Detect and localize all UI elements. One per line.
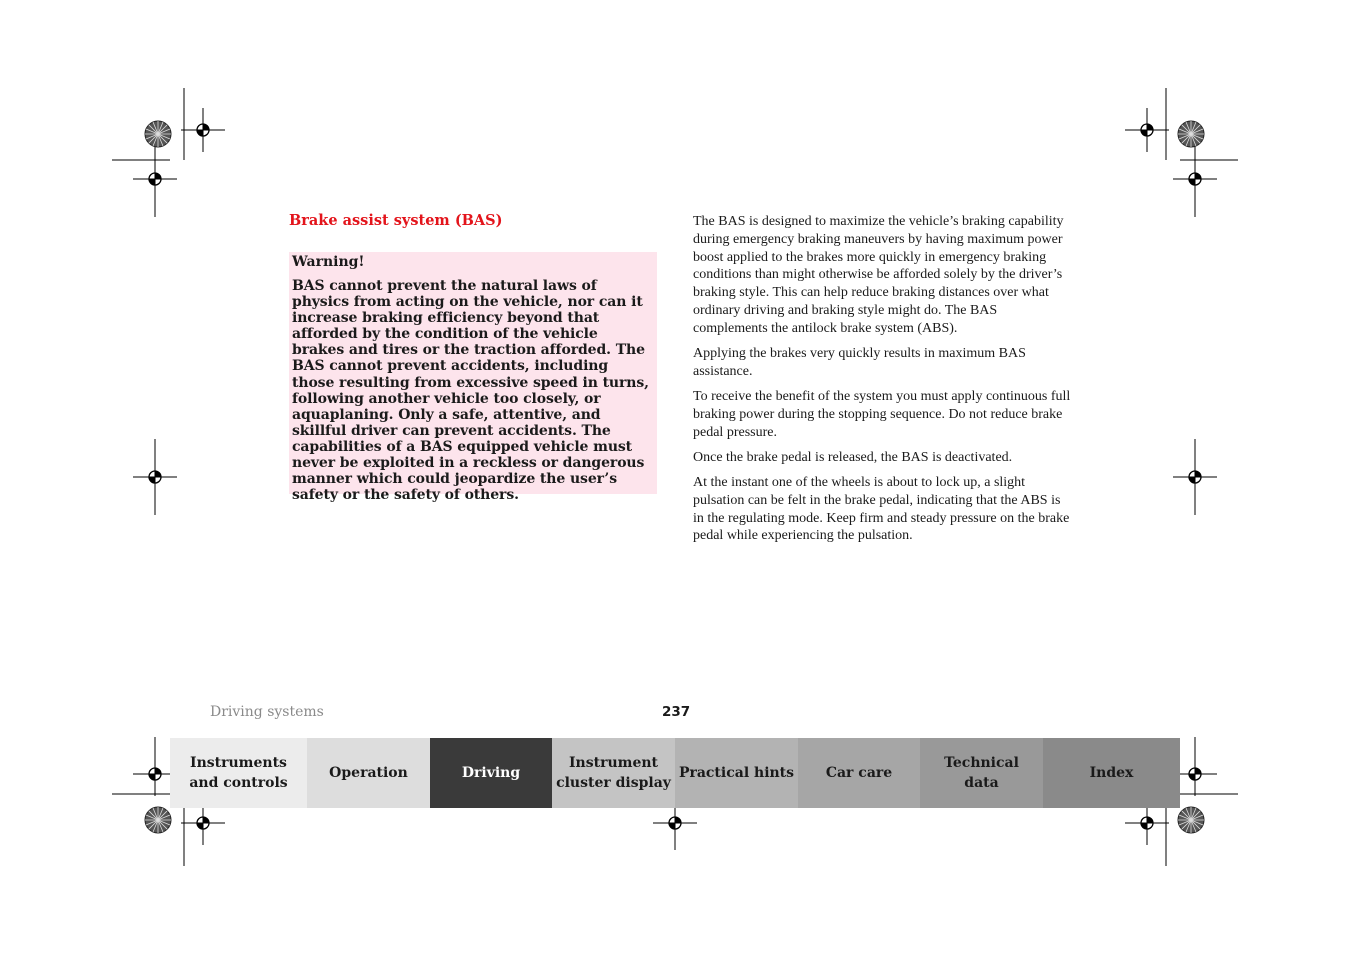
footer-section-name: Driving systems — [210, 704, 324, 720]
page-number: 237 — [662, 704, 691, 720]
tab-index[interactable]: Index — [1043, 738, 1180, 808]
body-paragraph: Applying the brakes very quickly results in maximum BAS assistance. — [693, 345, 1026, 379]
body-text-column — [693, 213, 1073, 553]
warning-text: BAS cannot prevent the natural laws of physics from acting on the vehicle, nor can it increase braking efficiency beyond that afforded by the condition of the vehicle brakes and tires or the traction afforded. The BAS cannot prevent accidents, including those resulting from excessive speed in turns, following another vehicle too closely, or aquaplaning. Only a safe, attentive, and skillful driver can prevent accidents. The capabilities of a BAS equipped vehicle must never be exploited in a reckless or dangerous manner which could jeopardize the user’s safety or the safety of others. — [292, 278, 649, 504]
tab-technical-data[interactable]: Technical data — [920, 738, 1043, 808]
chapter-tab-bar — [170, 738, 1180, 808]
warning-box — [289, 252, 657, 504]
tab-car-care[interactable]: Car care — [798, 738, 920, 808]
body-paragraph: To receive the benefit of the system you must apply continuous full braking power during the stopping sequence. Do not reduce brake pedal pressure. — [693, 388, 1071, 440]
tab-instruments-and-controls[interactable]: Instruments and controls — [170, 738, 307, 808]
tab-instrument-cluster-display[interactable]: Instrument cluster display — [552, 738, 675, 808]
body-paragraph: The BAS is designed to maximize the vehicle’s braking capability during emergency braking maneuvers by having maximum power boost applied to the brakes more quickly in emergency braking conditions than might otherwise be afforded solely by the driver’s braking style. This can help reduce braking distances over what ordinary driving and braking style might do. The BAS complements the antilock brake system (ABS). — [693, 214, 1064, 336]
warning-title: Warning! — [292, 254, 365, 270]
tab-driving[interactable]: Driving — [430, 738, 552, 808]
section-title: Brake assist system (BAS) — [289, 212, 503, 229]
tab-practical-hints[interactable]: Practical hints — [675, 738, 798, 808]
tab-operation[interactable]: Operation — [307, 738, 430, 808]
body-paragraph: At the instant one of the wheels is about to lock up, a slight pulsation can be felt in the brake pedal, indicating that the ABS is in the regulating mode. Keep firm and steady pressure on the brake pedal while experiencing the pulsation. — [693, 474, 1070, 544]
body-paragraph: Once the brake pedal is released, the BAS is deactivated. — [693, 449, 1013, 465]
